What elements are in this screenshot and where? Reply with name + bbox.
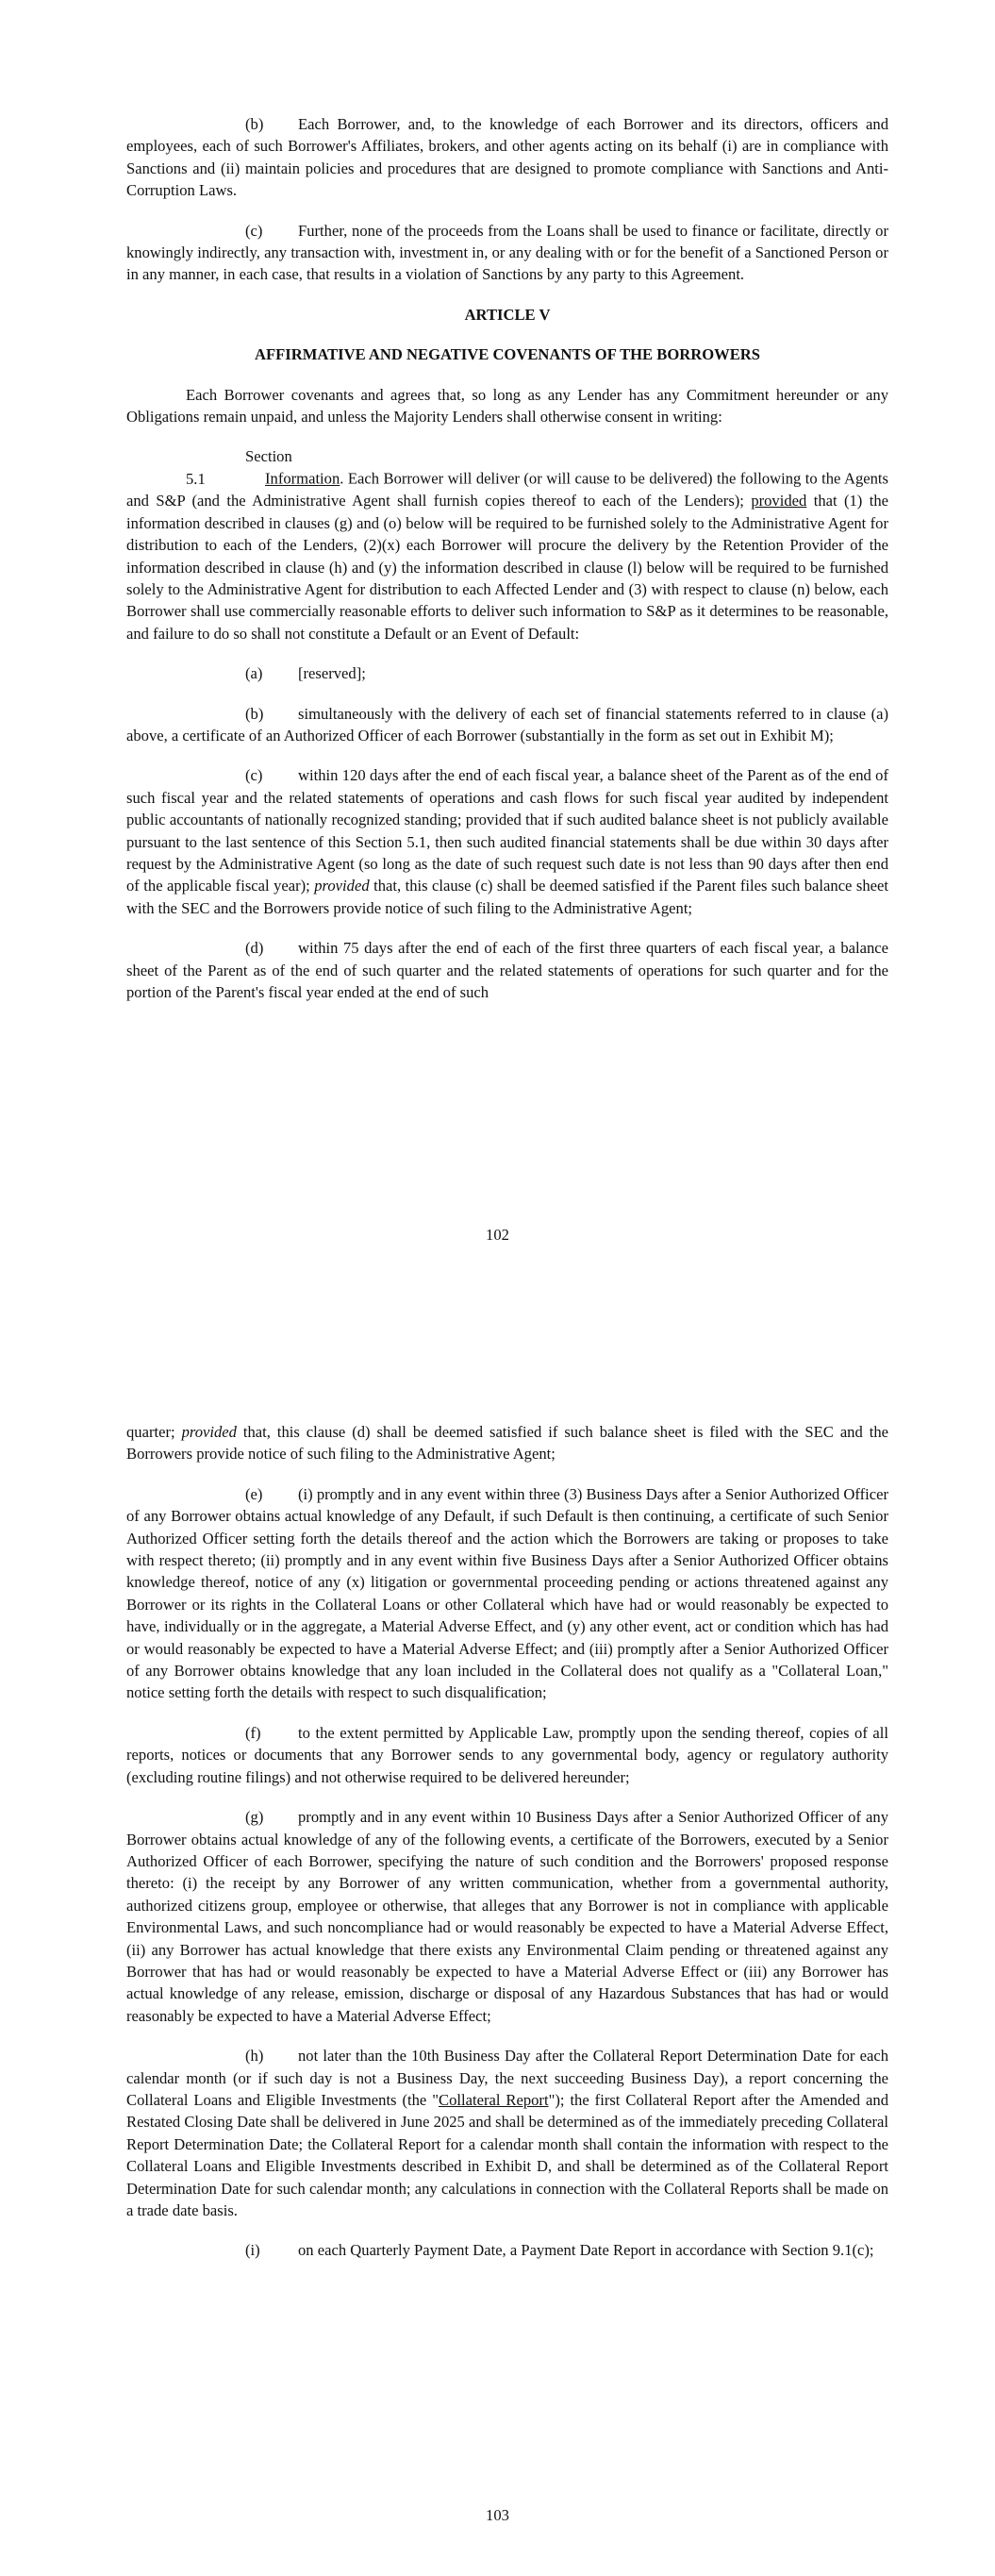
item-label: (a) [245,664,263,683]
item-label: (f) [245,1723,261,1742]
item-h [126,2045,888,2221]
section-provided: provided [751,492,807,510]
paragraph-b-sanctions [126,113,888,202]
item-c [126,764,888,919]
item-text: within 120 days after the end of each fiscal year, a balance sheet of the Parent as of the end of such fiscal year and the related statements of operations and cash flows for such fiscal year audited by independent public accountants of nationally recognized standing; provided that if such audited balance sheet is not publicly available pursuant to the last sentence of this Section 5.1, then such audited financial statements shall be due within 30 days after request by the Administrative Agent (so long as the date of such request such date is not less than 90 days after then end of the applicable fiscal year); [126,766,888,895]
item-text: that, this clause (d) shall be deemed satisfied if such balance sheet is filed with the SEC and the Borrowers provide notice of such filing to the Administrative Agent; [126,1423,888,1464]
item-text: not later than the 10th Business Day after the Collateral Report Determination Date for each calendar month (or if such day is not a Business Day, the next succeeding Business Day), a report concerning the Collateral Loans and Eligible Investments (the " [126,2047,888,2109]
item-e [126,1483,888,1704]
item-label: (h) [245,2047,264,2066]
paragraph-label: (b) [245,115,264,133]
item-label: (e) [245,1484,263,1503]
paragraph-text: Further, none of the proceeds from the Loans shall be used to finance or facilitate, directly or knowingly indirectly, any transaction with, investment in, or any dealing with or for the benefit of a Sanctioned Person or in any manner, in each case, that results in a violation of Sanctions by any party to this Agreement. [126,221,888,284]
article-number: ARTICLE V [464,305,551,324]
paragraph-text: Each Borrower, and, to the knowledge of each Borrower and its directors, officers and employees, each of such Borrower's Affiliates, brokers, and other agents acting on its behalf (i) are in compliance with Sanctions and (ii) maintain policies and procedures that are designed to promote compliance with Sanctions and Anti-Corruption Laws. [126,115,888,200]
section-5-1 [126,445,888,644]
page-number: 102 [486,1226,509,1244]
item-label: (g) [245,1808,264,1827]
item-label: (d) [245,939,264,958]
item-text: that, this clause (c) shall be deemed satisfied if the Parent files such balance sheet with the SEC and the Borrowers provide notice of such filing to the Administrative Agent; [126,877,888,917]
section-text: . Each Borrower will deliver (or will cause to be delivered) the following to the Agents and S&P (and the Administrative Agent shall furnish copies thereof to each of the Lenders); [126,469,888,510]
paragraph-c-proceeds [126,220,888,286]
paragraph-label: (c) [245,221,263,240]
item-label: (c) [245,766,263,785]
item-text: to the extent permitted by Applicable Law, promptly upon the sending thereof, copies of all reports, notices or documents that any Borrower sends to any governmental body, agency or regulatory authority (excluding routine filings) and not otherwise required to be delivered hereunder; [126,1723,888,1786]
item-text: within 75 days after the end of each of the first three quarters of each fiscal year, a balance sheet of the Parent as of the end of such quarter and the related statements of operations for such quarter and for the portion of the Parent's fiscal year ended at the end of such [126,939,888,1001]
item-label: (b) [245,704,264,723]
defined-term-collateral-report: Collateral Report [439,2090,549,2109]
section-heading: Information [265,469,340,488]
item-text: "); the first Collateral Report after the Amended and Restated Closing Date shall be delivered in June 2025 and shall be determined as of the immediately preceding Collateral Report Determination Date; the Collateral Report for a calendar month shall contain the information with respect to the Collateral Loans and Eligible Investments described in Exhibit D, and shall be determined as of the Collateral Report Determination Date for such calendar month; any calculations in connection with the Collateral Reports shall be made on a trade date basis. [126,2090,888,2219]
page-number: 103 [486,2506,509,2524]
item-d-continuation [126,1421,888,1465]
section-label: Section 5.1 [186,447,292,488]
page-102-body [126,113,888,1021]
article-title: AFFIRMATIVE AND NEGATIVE COVENANTS OF THE BORROWERS [255,345,760,364]
item-i [126,2239,888,2261]
page-103 [0,1302,995,2576]
item-text: on each Quarterly Payment Date, a Payment Date Report in accordance with Section 9.1(c); [298,2241,874,2260]
article-intro: Each Borrower covenants and agrees that, so long as any Lender has any Commitment hereunder or any Obligations remain unpaid, and unless the Majority Lenders shall otherwise consent in writing: [126,385,888,427]
item-d [126,937,888,1003]
item-f [126,1722,888,1788]
item-g [126,1806,888,2027]
page-103-body [126,1421,888,2280]
item-provided: provided [181,1423,237,1441]
section-text: that (1) the information described in clauses (g) and (o) below will be required to be furnished solely to the Administrative Agent for distribution to each of the Lenders, (2)(x) each Borrower will procure the delivery by the Retention Provider of the information described in clause (h) and (y) the information described in clause (l) below will be required to be furnished solely to the Administrative Agent for distribution to each Affected Lender and (3) with respect to clause (n) below, each Borrower shall use commercially reasonable efforts to deliver such information to S&P as it determines to be reasonable, and failure to do so shall not constitute a Default or an Event of Default: [126,492,888,643]
item-a [126,662,888,684]
item-b [126,703,888,747]
item-text: simultaneously with the delivery of each set of financial statements referred to in clause (a) above, a certificate of an Authorized Officer of each Borrower (substantially in the form as set out in Exhibit M); [126,704,888,744]
item-text: promptly and in any event within 10 Business Days after a Senior Authorized Officer of any Borrower obtains actual knowledge of any of the following events, a certificate of the Borrowers, executed by a Senior Authorized Officer of each Borrower, specifying the nature of such condition and the Borrowers' proposed response thereto: (i) the receipt by any Borrower of any written communication, whether from a governmental authority, authorized citizens group, employee or otherwise, that alleges that any Borrower is not in compliance with applicable Environmental Laws, and such noncompliance had or would reasonably be expected to have a Material Adverse Effect, (ii) any Borrower has actual knowledge that there exists any Environmental Claim pending or threatened against any Borrower that has had or would reasonably be expected to have a Material Adverse Effect or (iii) any Borrower has actual knowledge of any release, emission, discharge or disposal of any Hazardous Substances that has had or would reasonably be expected to have a Material Adverse Effect; [126,1808,888,2025]
item-text: quarter; [126,1423,182,1441]
item-text: (i) promptly and in any event within three (3) Business Days after a Senior Authorized Officer of any Borrower obtains actual knowledge of any Default, if such Default is then continuing, a certificate of such Senior Authorized Officer setting forth the details thereof and the action which the Borrowers are taking or proposes to take with respect thereto; (ii) promptly and in any event within five Business Days after a Senior Authorized Officer obtains knowledge thereof, notice of any (x) litigation or governmental proceeding pending or actions threatened against any Borrower or its rights in the Collateral Loans or other Collateral which have had or would reasonably be expected to have, individually or in the aggregate, a Material Adverse Effect, and (y) any other event, act or condition which has had or would reasonably be expected to have a Material Adverse Effect; and (iii) promptly after a Senior Authorized Officer of any Borrower obtains knowledge that any loan included in the Collateral does not qualify as a "Collateral Loan," notice setting forth the details with respect to such disqualification; [126,1484,888,1702]
item-text: [reserved]; [298,664,366,683]
item-provided: provided [314,877,370,895]
item-label: (i) [245,2241,260,2260]
